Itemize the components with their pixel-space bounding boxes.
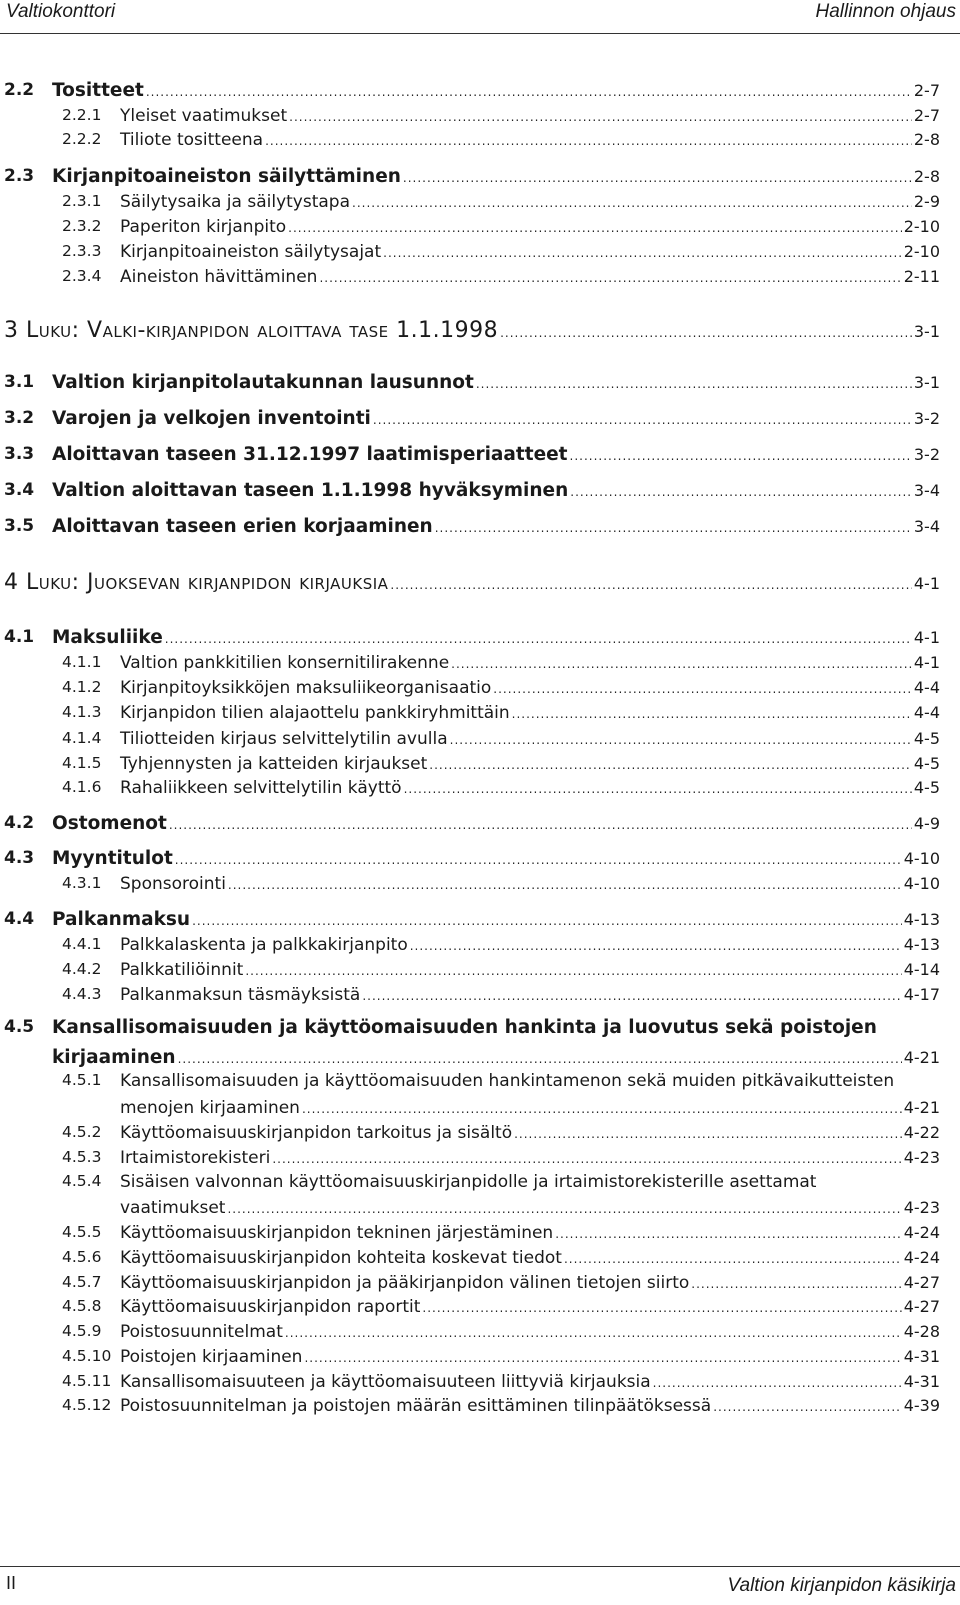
toc-entry-row xyxy=(120,960,940,980)
toc-entry-row xyxy=(120,1273,940,1293)
toc-entry-page: 2-10 xyxy=(903,217,940,236)
dot-leader xyxy=(192,914,902,928)
toc-entry-title: Aloittavan taseen erien korjaaminen xyxy=(52,516,433,537)
toc-entry-row xyxy=(120,754,940,774)
toc-entry-page: 2-8 xyxy=(913,130,940,149)
toc-entry-row xyxy=(52,480,940,501)
footer-rule xyxy=(0,1566,960,1567)
toc-entry-number: 3.5 xyxy=(4,516,35,536)
toc-entry-number: 4.5.3 xyxy=(62,1148,102,1166)
toc-entry-number: 4.1 xyxy=(4,627,35,647)
toc-entry-row xyxy=(120,985,940,1005)
dot-leader xyxy=(175,853,902,867)
toc-entry-number: 2.3.3 xyxy=(62,242,102,260)
toc-entry-title: Kirjanpitoyksikköjen maksuliikeorganisaatio xyxy=(120,678,492,698)
toc-entry-number: 2.3.1 xyxy=(62,192,102,210)
toc-entry-number: 4.3 xyxy=(4,848,35,868)
dot-leader xyxy=(178,1052,902,1066)
toc-entry-row xyxy=(4,318,940,343)
toc-entry-row xyxy=(52,1047,940,1068)
dot-leader xyxy=(429,758,912,772)
toc-entry-title: Varojen ja velkojen inventointi xyxy=(52,408,371,429)
toc-entry-title: Palkkatiliöinnit xyxy=(120,960,244,980)
toc-entry-row xyxy=(52,909,940,930)
toc-entry-row xyxy=(52,627,940,648)
toc-entry-page: 4-4 xyxy=(913,703,940,722)
toc-entry-row xyxy=(120,1123,940,1143)
toc-entry-title: menojen kirjaaminen xyxy=(120,1098,300,1118)
toc-entry-number: 4.5.10 xyxy=(62,1347,112,1365)
toc-entry-page: 4-10 xyxy=(903,849,940,868)
toc-entry-number: 4.1.6 xyxy=(62,778,102,796)
toc-entry-row xyxy=(120,1372,940,1392)
dot-leader xyxy=(165,632,912,646)
dot-leader xyxy=(289,110,912,124)
dot-leader xyxy=(422,1301,901,1315)
toc-entry-title: Palkanmaksun täsmäyksistä xyxy=(120,985,361,1005)
toc-entry-number: 2.3.2 xyxy=(62,217,102,235)
toc-entry-row xyxy=(52,372,940,393)
toc-entry-title: Tiliote tositteena xyxy=(120,130,264,150)
toc-entry-page: 3-2 xyxy=(913,409,940,428)
toc-entry-title: Poistojen kirjaaminen xyxy=(120,1347,303,1367)
toc-entry-page: 4-10 xyxy=(903,874,940,893)
toc-entry-row xyxy=(120,106,940,126)
toc-entry-title: Paperiton kirjanpito xyxy=(120,217,287,237)
toc-entry-page: 4-5 xyxy=(913,729,940,748)
toc-entry-row xyxy=(52,80,940,101)
dot-leader xyxy=(713,1400,902,1414)
toc-entry-title: Tositteet xyxy=(52,80,144,101)
dot-leader xyxy=(169,818,912,832)
toc-entry-title: Valtion aloittavan taseen 1.1.1998 hyväksyminen xyxy=(52,480,569,501)
toc-entry-row xyxy=(120,678,940,698)
toc-entry-row xyxy=(120,267,940,287)
toc-entry-row xyxy=(52,516,940,537)
toc-entry-row xyxy=(120,1198,940,1218)
toc-entry-page: 4-21 xyxy=(903,1048,940,1067)
chapter-title: 3 Luku: Valki-kirjanpidon aloittava tase 1.1.1998 xyxy=(4,318,499,343)
dot-leader xyxy=(227,1202,901,1216)
toc-entry-page: 3-1 xyxy=(913,322,940,341)
toc-entry-title: Palkkalaskenta ja palkkakirjanpito xyxy=(120,935,408,955)
dot-leader xyxy=(451,657,912,671)
toc-entry-number: 3.3 xyxy=(4,444,35,464)
footer-page-number: II xyxy=(6,1573,17,1593)
toc-entry-page: 4-4 xyxy=(913,678,940,697)
toc-entry-row xyxy=(52,813,940,834)
toc-entry-title: Tiliotteiden kirjaus selvittelytilin avulla xyxy=(120,729,448,749)
toc-entry-title: Ostomenot xyxy=(52,813,167,834)
toc-entry-title: Kirjanpitoaineiston säilytysajat xyxy=(120,242,382,262)
toc-entry-row xyxy=(120,729,940,749)
toc-entry-title: Palkanmaksu xyxy=(52,909,191,930)
toc-entry-number: 4.5.7 xyxy=(62,1273,102,1291)
toc-entry-page: 4-1 xyxy=(913,653,940,672)
toc-entry-number: 4.5.1 xyxy=(62,1071,102,1089)
toc-entry-number: 4.2 xyxy=(4,813,35,833)
toc-entry-number: 4.5.11 xyxy=(62,1372,112,1390)
dot-leader xyxy=(653,1376,902,1390)
toc-entry-title: Sponsorointi xyxy=(120,874,226,894)
toc-entry-title: Kansallisomaisuuteen ja käyttöomaisuuteen liittyviä kirjauksia xyxy=(120,1372,651,1392)
dot-leader xyxy=(373,413,912,427)
toc-entry-page: 4-23 xyxy=(903,1148,940,1167)
toc-entry-title: Irtaimistorekisteri xyxy=(120,1148,271,1168)
dot-leader xyxy=(435,521,912,535)
dot-leader xyxy=(390,578,911,592)
toc-entry-title: Rahaliikkeen selvittelytilin käyttö xyxy=(120,778,402,798)
toc-entry-row xyxy=(120,703,940,723)
toc-entry-number: 4.5.2 xyxy=(62,1123,102,1141)
toc-entry-title: Tyhjennysten ja katteiden kirjaukset xyxy=(120,754,428,774)
toc-entry-page: 2-10 xyxy=(903,242,940,261)
dot-leader xyxy=(288,221,902,235)
dot-leader xyxy=(403,171,912,185)
toc-entry-page: 4-24 xyxy=(903,1223,940,1242)
toc-entry-number: 4.1.3 xyxy=(62,703,102,721)
dot-leader xyxy=(302,1102,902,1116)
toc-entry-page: 4-21 xyxy=(903,1098,940,1117)
toc-entry-page: 4-13 xyxy=(903,910,940,929)
toc-entry-row xyxy=(52,848,940,869)
dot-leader xyxy=(450,733,912,747)
toc-entry-page: 4-23 xyxy=(903,1198,940,1217)
dot-leader xyxy=(362,989,901,1003)
toc-entry-page: 2-11 xyxy=(903,267,940,286)
toc-entry-title: Yleiset vaatimukset xyxy=(120,106,288,126)
toc-entry-page: 4-13 xyxy=(903,935,940,954)
toc-entry-number: 4.4.2 xyxy=(62,960,102,978)
toc-entry-row xyxy=(52,444,940,465)
toc-entry-row xyxy=(52,408,940,429)
toc-entry-page: 4-5 xyxy=(913,754,940,773)
toc-entry-row xyxy=(120,1148,940,1168)
toc-entry-page: 4-31 xyxy=(903,1347,940,1366)
toc-entry-number: 4.5.8 xyxy=(62,1297,102,1315)
toc-entry-row xyxy=(120,1223,940,1243)
toc-entry-page: 4-31 xyxy=(903,1372,940,1391)
toc-entry-row xyxy=(120,130,940,150)
toc-entry-title: Kirjanpitoaineiston säilyttäminen xyxy=(52,166,401,187)
toc-entry-page: 4-9 xyxy=(913,814,940,833)
header-organization: Valtiokonttori xyxy=(6,1,116,22)
dot-leader xyxy=(500,326,912,340)
toc-entry-page: 2-8 xyxy=(913,167,940,186)
dot-leader xyxy=(383,246,902,260)
toc-entry-page: 3-2 xyxy=(913,445,940,464)
dot-leader xyxy=(570,485,912,499)
chapter-title: 4 Luku: Juoksevan kirjanpidon kirjauksia xyxy=(4,570,389,595)
toc-entry-row xyxy=(120,778,940,798)
toc-entry-number: 3.1 xyxy=(4,372,35,392)
dot-leader xyxy=(404,782,912,796)
toc-entry-row xyxy=(120,192,940,212)
toc-entry-page: 4-1 xyxy=(913,628,940,647)
toc-entry-number: 4.5.6 xyxy=(62,1248,102,1266)
toc-entry-page: 4-17 xyxy=(903,985,940,1004)
dot-leader xyxy=(228,878,902,892)
toc-entry-title-line1: Sisäisen valvonnan käyttöomaisuuskirjanpidolle ja irtaimistorekisterille asettamat xyxy=(120,1172,817,1192)
toc-entry-page: 4-14 xyxy=(903,960,940,979)
toc-entry-number: 2.3 xyxy=(4,166,35,186)
toc-entry-page: 4-1 xyxy=(913,574,940,593)
toc-entry-page: 2-9 xyxy=(913,192,940,211)
toc-entry-row xyxy=(120,1098,940,1118)
toc-entry-page: 3-4 xyxy=(913,517,940,536)
toc-entry-number: 4.1.4 xyxy=(62,729,102,747)
toc-entry-row xyxy=(120,1322,940,1342)
dot-leader xyxy=(265,134,912,148)
toc-entry-title: Valtion pankkitilien konsernitilirakenne xyxy=(120,653,450,673)
toc-entry-number: 4.1.2 xyxy=(62,678,102,696)
dot-leader xyxy=(304,1351,901,1365)
toc-entry-number: 4.4.3 xyxy=(62,985,102,1003)
dot-leader xyxy=(514,1127,902,1141)
toc-entry-page: 4-22 xyxy=(903,1123,940,1142)
toc-entry-row xyxy=(120,242,940,262)
toc-entry-title: Poistosuunnitelmat xyxy=(120,1322,283,1342)
toc-entry-row xyxy=(120,1248,940,1268)
toc-entry-page: 4-39 xyxy=(903,1396,940,1415)
footer-book-title: Valtion kirjanpidon käsikirja xyxy=(727,1575,956,1596)
toc-entry-page: 2-7 xyxy=(913,81,940,100)
toc-entry-number: 4.1.1 xyxy=(62,653,102,671)
dot-leader xyxy=(285,1326,902,1340)
header-section: Hallinnon ohjaus xyxy=(815,1,956,22)
toc-entry-page: 4-28 xyxy=(903,1322,940,1341)
toc-entry-number: 3.4 xyxy=(4,480,35,500)
dot-leader xyxy=(319,271,901,285)
toc-entry-title: Myyntitulot xyxy=(52,848,173,869)
toc-entry-title: Käyttöomaisuuskirjanpidon kohteita koskevat tiedot xyxy=(120,1248,562,1268)
toc-entry-page: 4-27 xyxy=(903,1297,940,1316)
toc-entry-number: 4.5.4 xyxy=(62,1172,102,1190)
toc-entry-title: Poistosuunnitelman ja poistojen määrän esittäminen tilinpäätöksessä xyxy=(120,1396,712,1416)
toc-entry-number: 4.5.12 xyxy=(62,1396,112,1414)
toc-entry-title: kirjaaminen xyxy=(52,1047,176,1068)
toc-entry-number: 2.2 xyxy=(4,80,35,100)
dot-leader xyxy=(272,1152,901,1166)
toc-entry-number: 4.4.1 xyxy=(62,935,102,953)
toc-entry-page: 2-7 xyxy=(913,106,940,125)
toc-entry-title-line1: Kansallisomaisuuden ja käyttöomaisuuden hankinta ja luovutus sekä poistojen xyxy=(52,1017,877,1038)
dot-leader xyxy=(476,377,912,391)
toc-entry-page: 4-27 xyxy=(903,1273,940,1292)
toc-entry-title: Aineiston hävittäminen xyxy=(120,267,318,287)
toc-entry-number: 3.2 xyxy=(4,408,35,428)
toc-entry-page: 4-5 xyxy=(913,778,940,797)
toc-entry-title: vaatimukset xyxy=(120,1198,226,1218)
toc-entry-row xyxy=(120,874,940,894)
toc-entry-row xyxy=(120,1297,940,1317)
toc-entry-page: 4-24 xyxy=(903,1248,940,1267)
dot-leader xyxy=(493,682,912,696)
toc-entry-number: 2.2.2 xyxy=(62,130,102,148)
toc-entry-number: 4.5.5 xyxy=(62,1223,102,1241)
toc-entry-title: Maksuliike xyxy=(52,627,163,648)
toc-entry-title: Käyttöomaisuuskirjanpidon raportit xyxy=(120,1297,421,1317)
toc-entry-title: Käyttöomaisuuskirjanpidon tekninen järjestäminen xyxy=(120,1223,554,1243)
dot-leader xyxy=(410,939,902,953)
toc-entry-number: 4.5.9 xyxy=(62,1322,102,1340)
toc-entry-row xyxy=(52,166,940,187)
toc-entry-number: 2.3.4 xyxy=(62,267,102,285)
toc-entry-number: 4.3.1 xyxy=(62,874,102,892)
dot-leader xyxy=(691,1277,901,1291)
toc-entry-title: Aloittavan taseen 31.12.1997 laatimisperiaatteet xyxy=(52,444,568,465)
toc-entry-title: Säilytysaika ja säilytystapa xyxy=(120,192,351,212)
dot-leader xyxy=(570,449,912,463)
dot-leader xyxy=(555,1227,901,1241)
dot-leader xyxy=(512,707,912,721)
toc-entry-title: Kirjanpidon tilien alajaottelu pankkiryhmittäin xyxy=(120,703,510,723)
toc-entry-row xyxy=(120,1396,940,1416)
toc-entry-number: 4.5 xyxy=(4,1017,35,1037)
dot-leader xyxy=(146,85,912,99)
toc-entry-row xyxy=(120,653,940,673)
toc-entry-title: Valtion kirjanpitolautakunnan lausunnot xyxy=(52,372,474,393)
toc-entry-row xyxy=(120,935,940,955)
toc-entry-number: 4.4 xyxy=(4,909,35,929)
toc-entry-number: 2.2.1 xyxy=(62,106,102,124)
toc-entry-page: 3-4 xyxy=(913,481,940,500)
dot-leader xyxy=(564,1252,902,1266)
toc-entry-title: Käyttöomaisuuskirjanpidon ja pääkirjanpidon välinen tietojen siirto xyxy=(120,1273,690,1293)
dot-leader xyxy=(245,964,901,978)
toc-entry-row xyxy=(120,217,940,237)
dot-leader xyxy=(352,196,912,210)
toc-entry-row xyxy=(4,570,940,595)
toc-entry-title-line1: Kansallisomaisuuden ja käyttöomaisuuden hankintamenon sekä muiden pitkävaikutteisten xyxy=(120,1071,895,1091)
toc-entry-page: 3-1 xyxy=(913,373,940,392)
toc-entry-title: Käyttöomaisuuskirjanpidon tarkoitus ja sisältö xyxy=(120,1123,513,1143)
toc-entry-row xyxy=(120,1347,940,1367)
toc-entry-number: 4.1.5 xyxy=(62,754,102,772)
